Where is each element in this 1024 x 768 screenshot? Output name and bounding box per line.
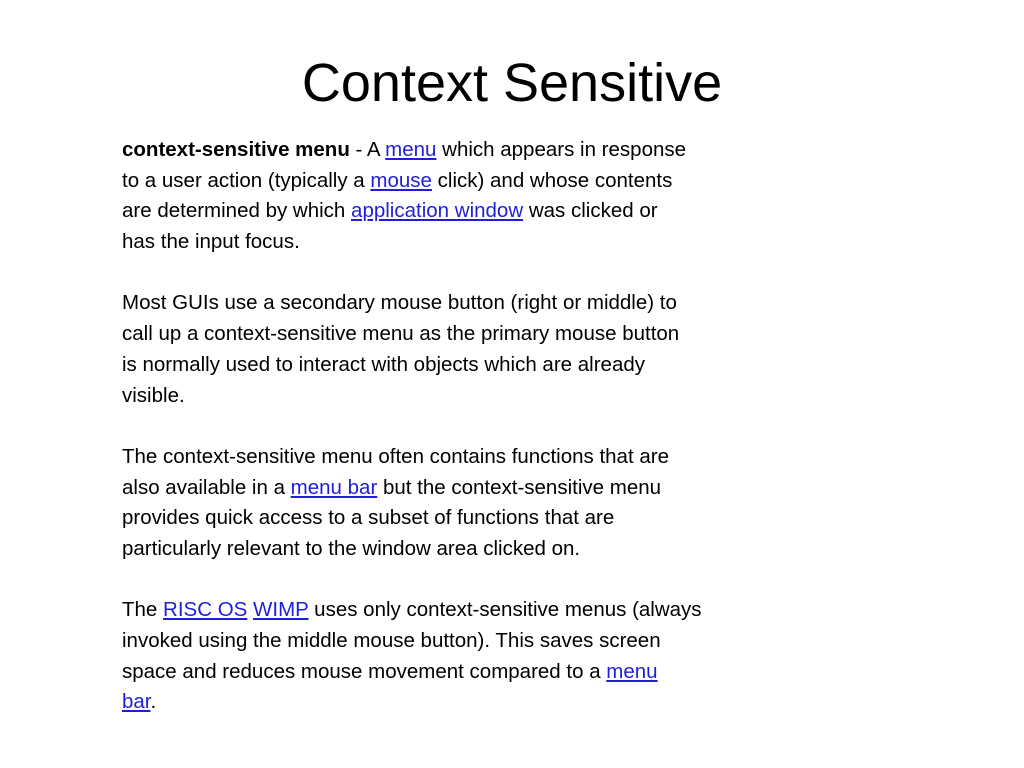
- text-line: [122, 657, 782, 688]
- link-menu[interactable]: menu: [606, 659, 658, 683]
- text-line: [122, 135, 782, 166]
- text-line: [122, 381, 782, 412]
- text-segment: but the context-sensitive menu: [377, 475, 662, 499]
- text-line: [122, 503, 782, 534]
- text-line: [122, 350, 782, 381]
- text-line: [122, 687, 782, 718]
- text-line: [122, 227, 782, 258]
- paragraph: [122, 288, 782, 411]
- text-segment: .: [150, 690, 157, 714]
- text-segment: uses only context-sensitive menus (always: [308, 598, 702, 622]
- term-heading: context-sensitive menu: [122, 138, 350, 161]
- text-segment: invoked using the middle mouse button). This saves screen: [122, 629, 661, 652]
- link-risc-os[interactable]: RISC OS: [163, 598, 248, 622]
- text-segment: The: [122, 598, 164, 622]
- text-segment: are determined by which: [122, 199, 352, 223]
- text-segment: click) and whose contents: [431, 168, 673, 192]
- text-line: [122, 166, 782, 197]
- link-application-window[interactable]: application window: [351, 199, 524, 223]
- text-line: [122, 442, 782, 473]
- text-segment: to a user action (typically a: [122, 168, 371, 192]
- text-line: [122, 595, 782, 626]
- link-wimp[interactable]: WIMP: [253, 598, 309, 622]
- text-segment: call up a context-sensitive menu as the primary mouse button: [122, 322, 680, 346]
- slide-title: Context Sensitive: [301, 53, 723, 113]
- slide-body: [122, 135, 782, 749]
- link-menu[interactable]: menu: [385, 138, 437, 161]
- text-segment: which appears in response: [436, 138, 687, 161]
- link-bar[interactable]: bar: [122, 690, 151, 714]
- text-segment: visible.: [122, 383, 185, 407]
- text-segment: has the input focus.: [122, 230, 300, 254]
- text-segment: Most GUIs use a secondary mouse button (right or middle) to: [122, 291, 677, 315]
- text-segment: The context-sensitive menu often contains functions that are: [122, 444, 669, 468]
- link-menu-bar[interactable]: menu bar: [290, 475, 378, 499]
- text-segment: was clicked or: [523, 199, 658, 223]
- text-line: [122, 288, 782, 319]
- text-line: [122, 319, 782, 350]
- text-segment: particularly relevant to the window area clicked on.: [122, 536, 581, 560]
- paragraph: [122, 442, 782, 565]
- link-mouse[interactable]: mouse: [370, 168, 432, 192]
- text-segment: is normally used to interact with objects which are already: [122, 352, 645, 376]
- paragraph: [122, 595, 782, 718]
- text-segment: provides quick access to a subset of functions that are: [122, 506, 615, 530]
- text-line: [122, 473, 782, 504]
- paragraph: [122, 135, 782, 258]
- text-line: [122, 534, 782, 565]
- text-line: [122, 196, 782, 227]
- text-segment: also available in a: [122, 475, 291, 499]
- text-segment: space and reduces mouse movement compared to a: [122, 659, 607, 683]
- text-segment: - A: [349, 138, 386, 161]
- text-line: [122, 626, 782, 657]
